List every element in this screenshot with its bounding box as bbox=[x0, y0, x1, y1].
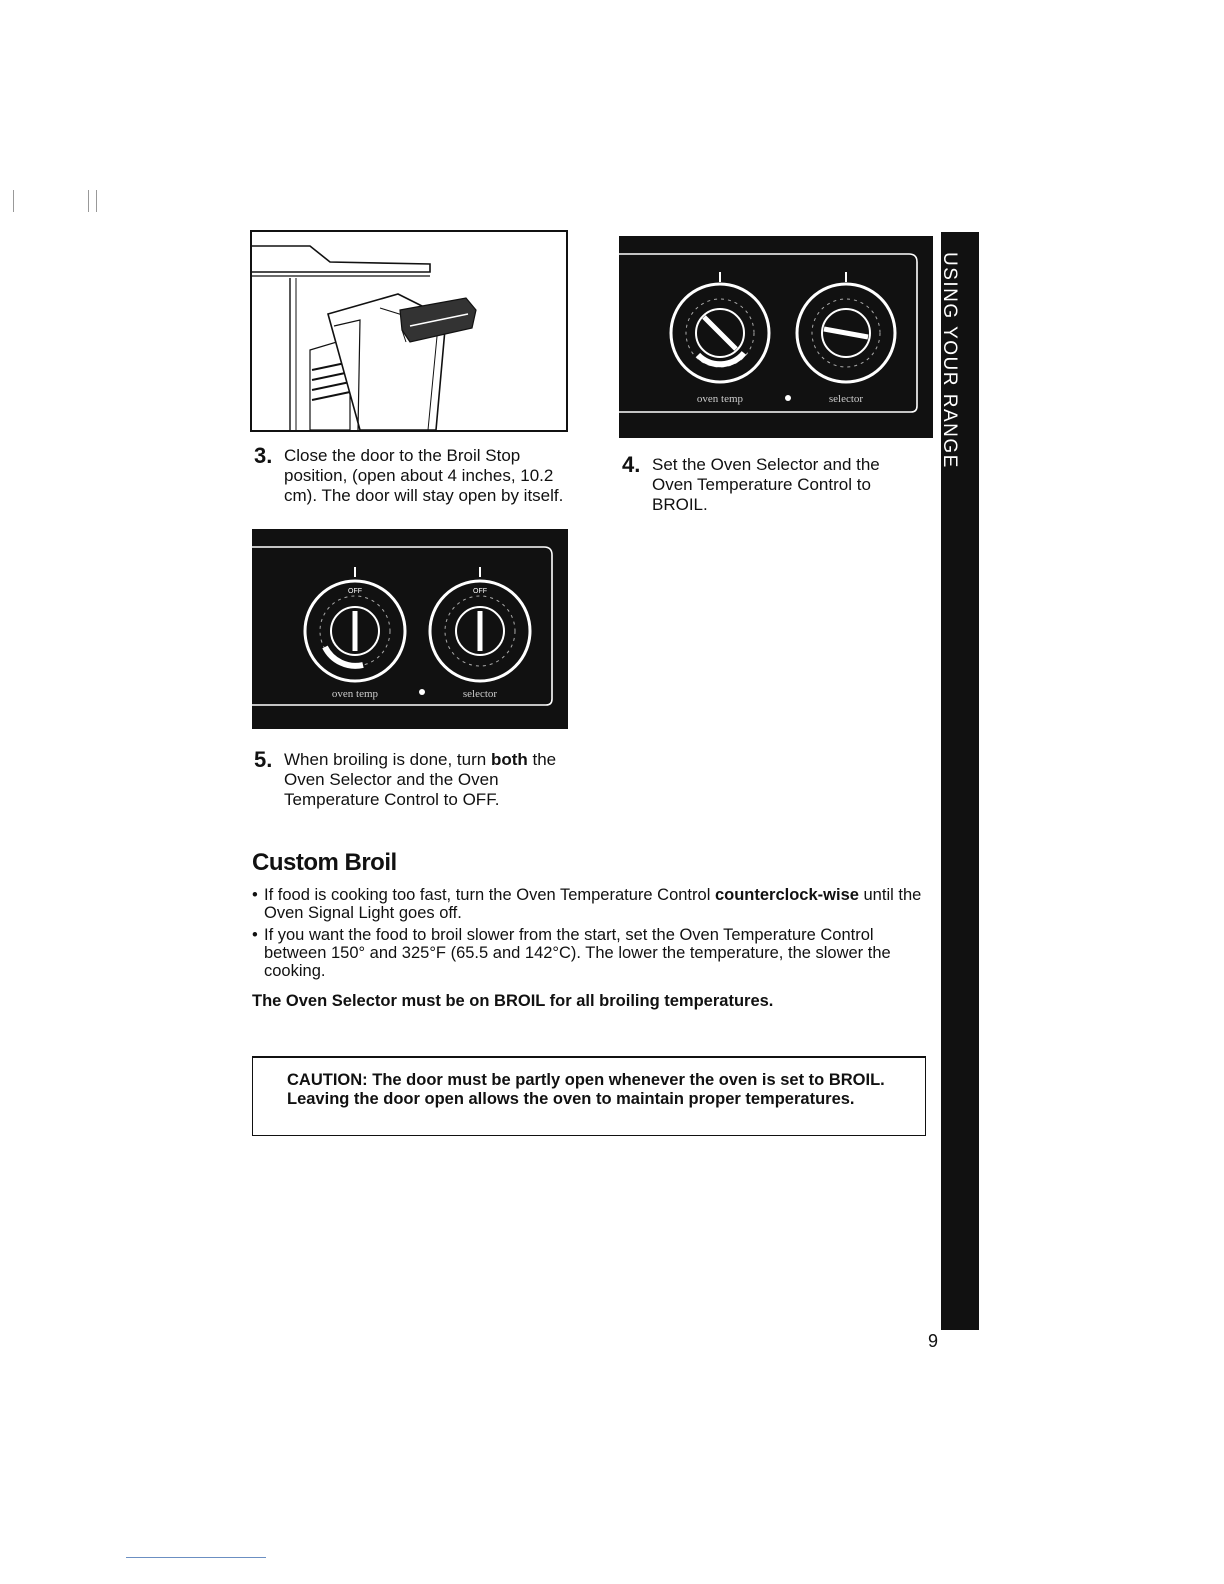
step-text: Close the door to the Broil Stop position, (open about 4 inches, 10.2 cm). The door will stay open by itself. bbox=[284, 446, 564, 505]
step-text-part: the Oven Selector and the Oven Temperature Control to OFF. bbox=[284, 750, 557, 809]
oven-temp-label: oven temp bbox=[331, 688, 379, 700]
step-number: 5. bbox=[254, 747, 273, 772]
list-emphasis: counterclock-wise bbox=[714, 886, 859, 904]
dial-off-label: OFF bbox=[473, 588, 487, 595]
footer-rule bbox=[126, 1557, 266, 1558]
page-number: 9 bbox=[928, 1331, 939, 1351]
list-text: If food is cooking too fast, turn the Oven Temperature Control bbox=[264, 886, 715, 904]
control-panel-off-figure bbox=[252, 529, 568, 729]
section-tab bbox=[941, 232, 979, 1330]
scan-mark bbox=[96, 190, 97, 212]
selector-label: selector bbox=[828, 393, 864, 405]
control-panel-broil-figure bbox=[619, 236, 933, 438]
caution-box bbox=[252, 1056, 926, 1136]
list-item bbox=[252, 886, 932, 922]
selector-label: selector bbox=[462, 688, 498, 700]
scan-mark bbox=[13, 190, 14, 212]
list-text: until the Oven Signal Light goes off. bbox=[264, 886, 922, 922]
broil-note: The Oven Selector must be on BROIL for all broiling temperatures. bbox=[252, 992, 774, 1010]
door-illustration bbox=[250, 230, 568, 432]
dial-off-label: OFF bbox=[348, 588, 362, 595]
caution-text: CAUTION: The door must be partly open whenever the oven is set to BROIL. Leaving the door open allows the oven to maintain proper temperatures. bbox=[287, 1071, 885, 1108]
section-heading: Custom Broil bbox=[252, 849, 397, 876]
scan-mark bbox=[88, 190, 89, 212]
step-3 bbox=[254, 443, 564, 506]
section-tab-label: USING YOUR RANGE bbox=[939, 252, 960, 469]
step-text: Set the Oven Selector and the Oven Temperature Control to BROIL. bbox=[652, 455, 880, 514]
step-4 bbox=[622, 452, 922, 515]
step-5 bbox=[254, 747, 564, 810]
step-number: 3. bbox=[254, 443, 273, 468]
step-text-emphasis: both bbox=[490, 750, 528, 769]
step-text-part: When broiling is done, turn bbox=[284, 750, 491, 769]
oven-temp-label: oven temp bbox=[696, 393, 744, 405]
list-item: • If you want the food to broil slower from the start, set the Oven Temperature Control between 150° and 325°F (65.5 and 142°C). The lower the temperature, the slower the cooking. bbox=[252, 926, 932, 980]
step-number: 4. bbox=[622, 452, 641, 477]
custom-broil-list bbox=[252, 886, 932, 984]
step-text bbox=[284, 750, 564, 810]
